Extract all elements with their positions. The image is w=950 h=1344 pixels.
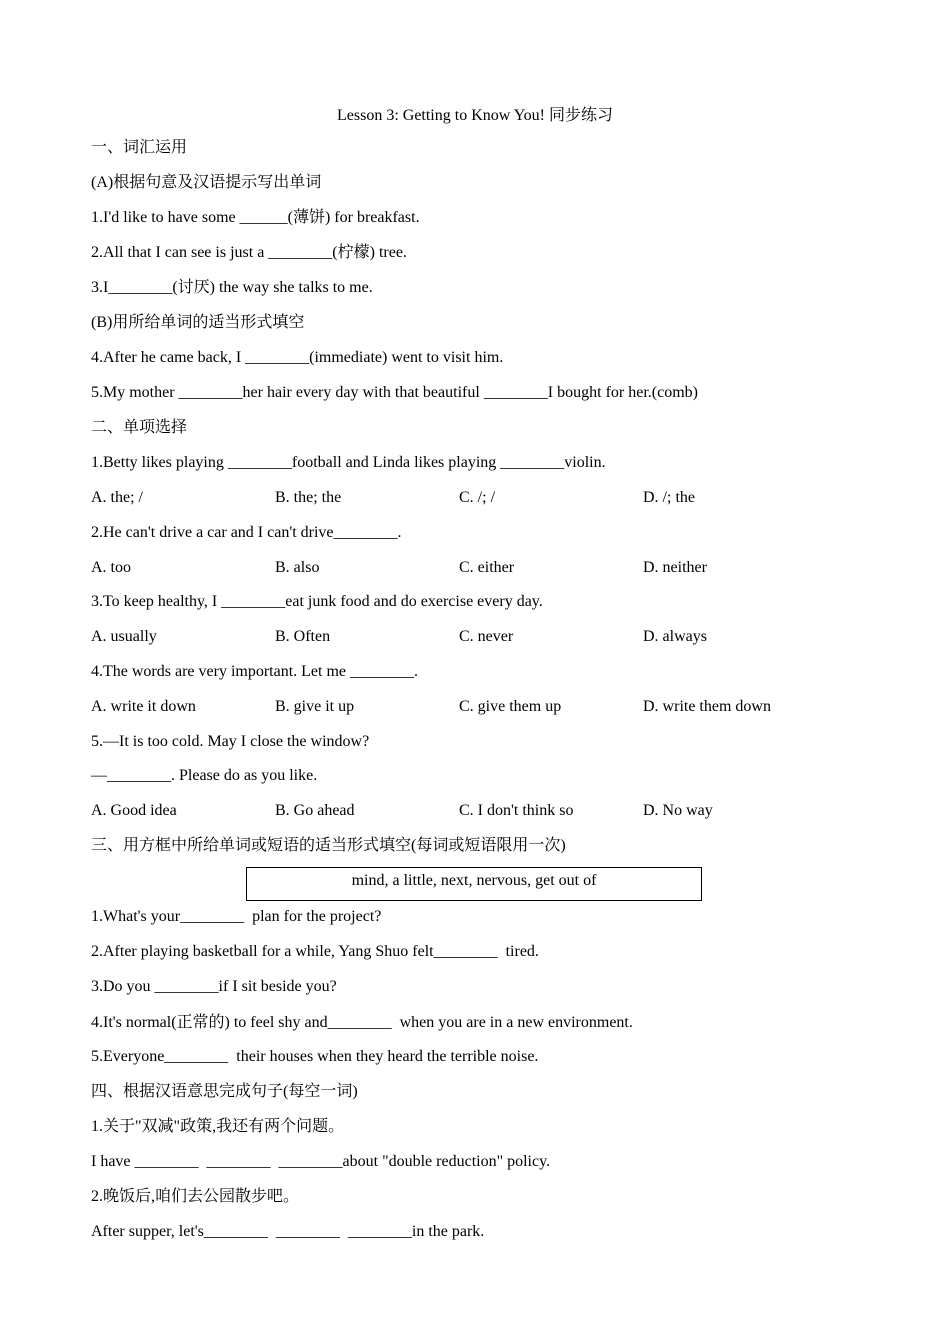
option-d: D. No way [643, 802, 713, 819]
section-1-question-5: 5.My mother ________her hair every day with that beautiful ________I bought for her.(comb) [91, 384, 698, 401]
option-b: B. the; the [275, 489, 342, 506]
option-b: B. Often [275, 628, 331, 645]
option-d: D. write them down [643, 698, 771, 715]
section-2-question-2: 2.He can't drive a car and I can't drive________. [91, 524, 402, 541]
option-c: C. never [459, 628, 514, 645]
section-4-question-2-chinese: 2.晚饭后,咱们去公园散步吧。 [91, 1188, 300, 1205]
section-3-heading: 三、用方框中所给单词或短语的适当形式填空(每词或短语限用一次) [91, 837, 566, 854]
section-1-heading: 一、词汇运用 [91, 139, 188, 156]
section-3-question-1: 1.What's your________ plan for the project? [91, 908, 382, 925]
section-4-heading: 四、根据汉语意思完成句子(每空一词) [91, 1083, 358, 1100]
option-a: A. the; / [91, 489, 143, 506]
section-3-question-4: 4.It's normal(正常的) to feel shy and________ when you are in a new environment. [91, 1014, 633, 1031]
section-3-question-2: 2.After playing basketball for a while, Yang Shuo felt________ tired. [91, 943, 539, 960]
word-box: mind, a little, next, nervous, get out of [246, 867, 702, 901]
option-a: A. write it down [91, 698, 196, 715]
option-c: C. I don't think so [459, 802, 574, 819]
option-b: B. also [275, 559, 320, 576]
option-d: D. /; the [643, 489, 695, 506]
option-c: C. give them up [459, 698, 562, 715]
section-2-question-5: 5.—It is too cold. May I close the window? [91, 733, 370, 750]
option-a: A. usually [91, 628, 157, 645]
section-2-question-5-reply: —________. Please do as you like. [91, 767, 318, 784]
section-4-question-1-chinese: 1.关于"双减"政策,我还有两个问题。 [91, 1118, 345, 1135]
option-c: C. /; / [459, 489, 496, 506]
page-title: Lesson 3: Getting to Know You! 同步练习 [336, 107, 613, 124]
option-b: B. Go ahead [275, 802, 355, 819]
section-1-question-2: 2.All that I can see is just a ________(柠檬) tree. [91, 244, 407, 261]
option-d: D. always [643, 628, 707, 645]
section-1-part-a: (A)根据句意及汉语提示写出单词 [91, 174, 322, 191]
section-1-question-4: 4.After he came back, I ________(immediate) went to visit him. [91, 349, 504, 366]
section-1-question-3: 3.I________(讨厌) the way she talks to me. [91, 279, 373, 296]
section-1-question-1: 1.I'd like to have some ______(薄饼) for breakfast. [91, 209, 420, 226]
option-b: B. give it up [275, 698, 355, 715]
section-2-question-1: 1.Betty likes playing ________football and Linda likes playing ________violin. [91, 454, 606, 471]
option-a: A. Good idea [91, 802, 177, 819]
section-4-question-2-english: After supper, let's________ ________ ________in the park. [91, 1223, 485, 1240]
section-3-question-5: 5.Everyone________ their houses when they heard the terrible noise. [91, 1048, 539, 1065]
section-2-heading: 二、单项选择 [91, 419, 188, 436]
section-1-part-b: (B)用所给单词的适当形式填空 [91, 314, 305, 331]
section-2-question-3: 3.To keep healthy, I ________eat junk food and do exercise every day. [91, 593, 543, 610]
option-c: C. either [459, 559, 515, 576]
section-2-question-4: 4.The words are very important. Let me ________. [91, 663, 419, 680]
section-3-question-3: 3.Do you ________if I sit beside you? [91, 978, 337, 995]
option-a: A. too [91, 559, 131, 576]
section-4-question-1-english: I have ________ ________ ________about "double reduction" policy. [91, 1153, 551, 1170]
option-d: D. neither [643, 559, 707, 576]
